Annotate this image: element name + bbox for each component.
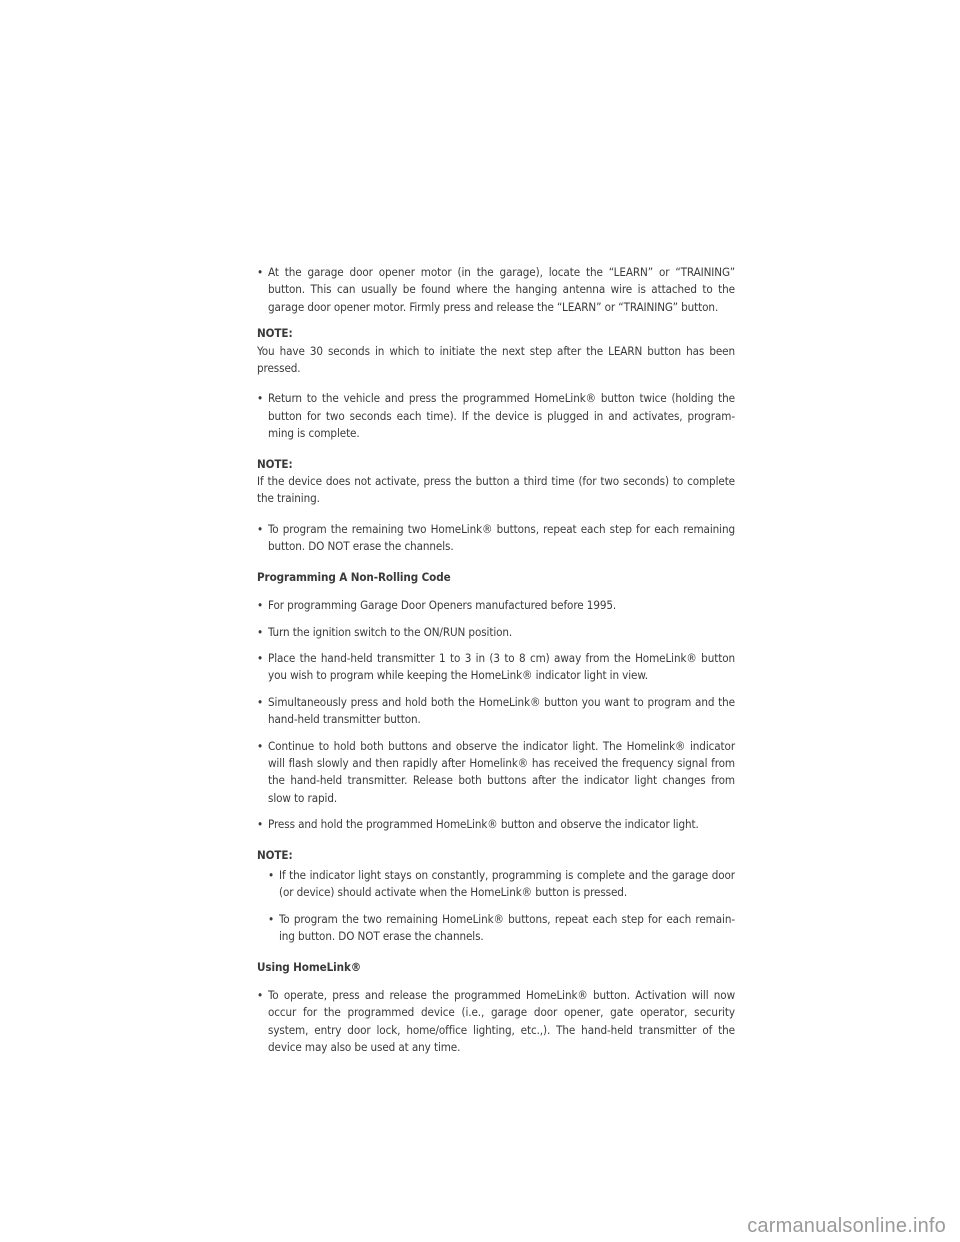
bullet-dot: •	[257, 650, 264, 665]
list-item	[257, 650, 735, 685]
note-label: NOTE:	[257, 847, 293, 862]
bullet-dot: •	[257, 817, 264, 832]
list-item	[268, 911, 735, 946]
note-text: If the device does not activate, press the button a third time (for two seconds) to complete the training.	[257, 474, 735, 506]
bullet-dot: •	[257, 988, 264, 1002]
note-label: NOTE:	[257, 456, 293, 471]
bullet-dot: •	[268, 867, 275, 882]
section-heading: Using HomeLink®	[257, 959, 362, 974]
note-text: You have 30 seconds in which to initiate the next step after the LEARN button has been pressed.	[257, 343, 735, 376]
list-item	[257, 816, 735, 833]
list-item-text: Continue to hold both buttons and observe the indicator light. The Homelink® indicator will flash slowly and then rapidly after Homelink® has received the frequency signal from the hand-held transmitter. Release both buttons after the indicator light changes from slow to rapid.	[268, 738, 735, 805]
list-item	[257, 521, 735, 556]
list-item-text: To program the two remaining HomeLink® buttons, repeat each step for each remain-ing button. DO NOT erase the channels.	[279, 911, 735, 944]
bullet-dot: •	[257, 624, 264, 639]
bullet-dot: •	[257, 738, 264, 753]
list-item	[257, 694, 735, 729]
bullet-dot: •	[268, 911, 275, 926]
list-item-text: Place the hand-held transmitter 1 to 3 in (3 to 8 cm) away from the HomeLink® button you wish to program while keeping the HomeLink® indicator light in view.	[268, 650, 735, 683]
note-block	[257, 847, 735, 946]
list-item-text: To program the remaining two HomeLink® buttons, repeat each step for each remaining button. DO NOT erase the channels.	[268, 521, 735, 554]
list-item-text: Return to the vehicle and press the programmed HomeLink® button twice (holding the button for two seconds each time). If the device is plugged in and activates, program-ming is complete.	[268, 391, 735, 441]
bullet-dot: •	[257, 265, 264, 279]
section-heading: Programming A Non-Rolling Code	[257, 569, 451, 584]
list-item	[257, 624, 735, 641]
list-item-text: For programming Garage Door Openers manufactured before 1995.	[268, 598, 617, 613]
list-item	[268, 867, 735, 902]
list-item-text: Turn the ignition switch to the ON/RUN position.	[268, 624, 513, 639]
list-item-text: If the indicator light stays on constantly, programming is complete and the garage door (or device) should activate when the HomeLink® button is pressed.	[279, 867, 735, 900]
list-item-text: At the garage door opener motor (in the garage), locate the “LEARN” or “TRAINING” button. This can usually be found where the hanging antenna wire is attached to the garage door opener motor. Firmly press and release the “LEARN” or “TRAINING” button.	[268, 265, 735, 314]
list-item	[257, 987, 735, 1057]
list-item-text: Press and hold the programmed HomeLink® button and observe the indicator light.	[268, 817, 699, 832]
page-content	[257, 264, 735, 1066]
watermark: carmanualsonline.info	[747, 1215, 946, 1237]
list-item-text: Simultaneously press and hold both the HomeLink® button you want to program and the hand-held transmitter button.	[268, 694, 735, 727]
list-item	[257, 264, 735, 316]
list-item	[257, 597, 735, 614]
list-item	[257, 390, 735, 442]
list-item	[257, 738, 735, 808]
bullet-dot: •	[257, 694, 264, 709]
bullet-dot: •	[257, 521, 264, 536]
bullet-dot: •	[257, 391, 264, 406]
note-label: NOTE:	[257, 326, 293, 341]
list-item-text: To operate, press and release the programmed HomeLink® button. Activation will now occur for the programmed device (i.e., garage door opener, gate operator, security system, entry door lock, home/office lighting, etc.,). The hand-held transmitter of the device may also be used at any time.	[268, 988, 735, 1055]
bullet-dot: •	[257, 598, 264, 613]
